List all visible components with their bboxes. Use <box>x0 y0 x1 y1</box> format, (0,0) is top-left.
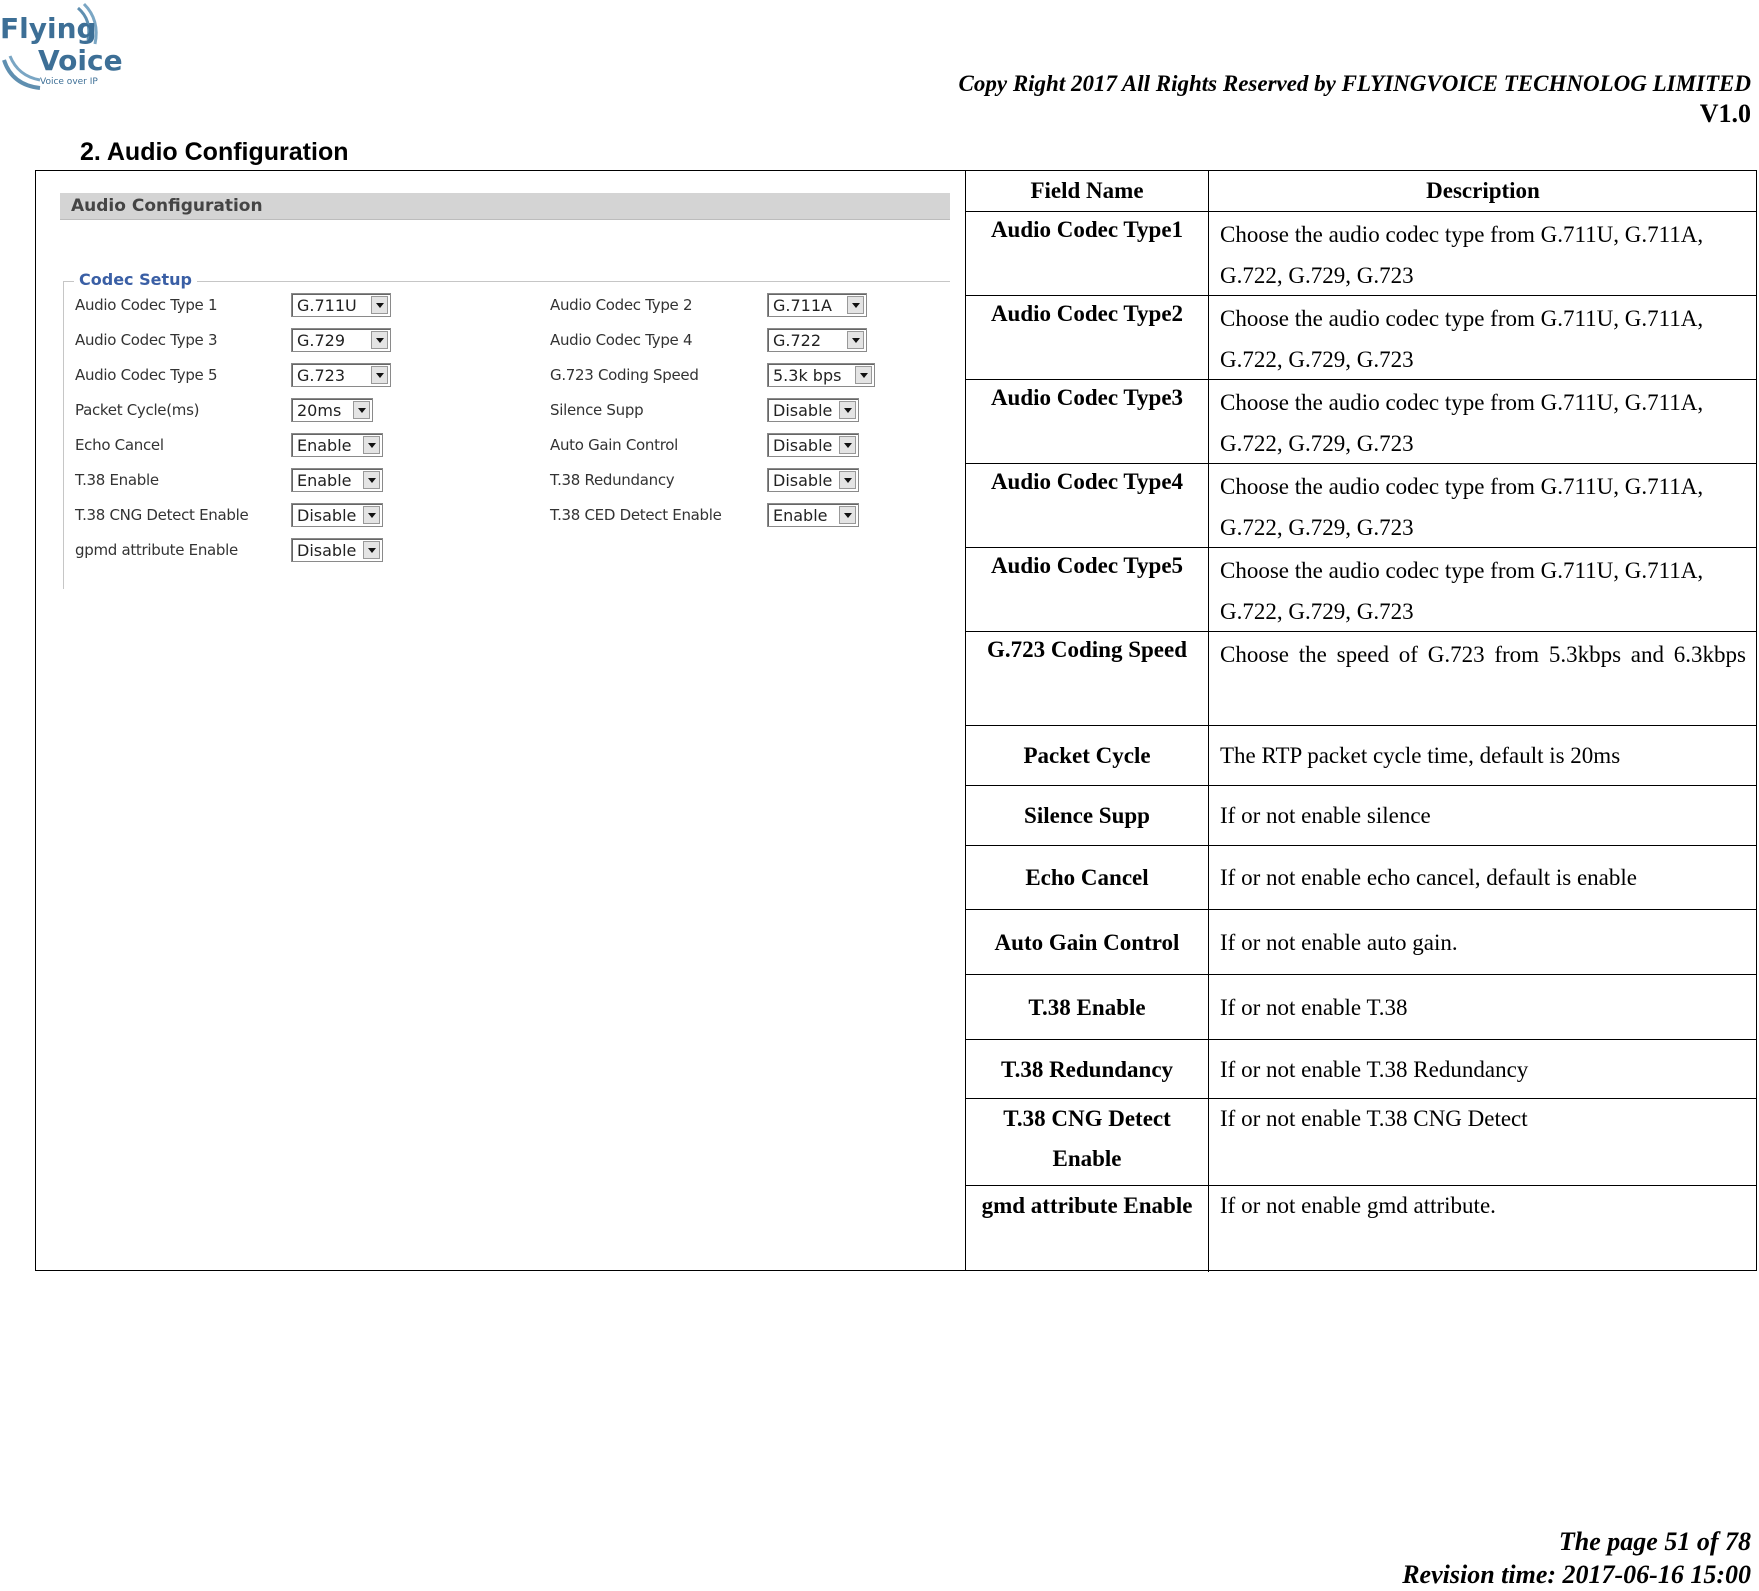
codec-field-select[interactable] <box>767 328 867 352</box>
codec-field-row <box>550 468 930 494</box>
codec-field-select[interactable] <box>291 363 391 387</box>
codec-field-select[interactable] <box>291 468 383 492</box>
codec-field-row <box>550 363 930 389</box>
codec-field-label: T.38 CED Detect Enable <box>550 506 722 524</box>
codec-field-label: Audio Codec Type 1 <box>75 296 218 314</box>
codec-field-row <box>75 398 455 424</box>
table-row <box>966 211 1756 295</box>
table-row <box>966 379 1756 463</box>
table-row <box>966 725 1756 785</box>
field-name-cell: Auto Gain Control <box>966 910 1209 974</box>
field-name-cell: Packet Cycle <box>966 726 1209 785</box>
description-cell: If or not enable gmd attribute. <box>1220 1193 1496 1218</box>
description-cell: Choose the audio codec type from G.711U, G.711A, G.722, G.729, G.723 <box>1220 558 1704 624</box>
select-value: Enable <box>773 506 828 525</box>
codec-field-row <box>75 538 455 564</box>
select-value: Disable <box>297 541 357 560</box>
dropdown-arrow-icon[interactable] <box>839 506 856 524</box>
dropdown-arrow-icon[interactable] <box>363 541 380 559</box>
codec-field-row <box>75 363 455 389</box>
field-name-cell: Echo Cancel <box>966 846 1209 909</box>
description-cell: Choose the audio codec type from G.711U, G.711A, G.722, G.729, G.723 <box>1220 306 1704 372</box>
codec-field-label: T.38 Redundancy <box>550 471 675 489</box>
codec-field-select[interactable] <box>767 363 875 387</box>
codec-field-row <box>550 328 930 354</box>
codec-field-select[interactable] <box>291 503 383 527</box>
field-name-cell: T.38 Redundancy <box>966 1040 1209 1098</box>
codec-field-select[interactable] <box>767 468 859 492</box>
dropdown-arrow-icon[interactable] <box>371 296 388 314</box>
svg-text:Voice: Voice <box>38 44 123 77</box>
select-value: G.729 <box>297 331 346 350</box>
field-name-cell: G.723 Coding Speed <box>966 632 1209 725</box>
dropdown-arrow-icon[interactable] <box>363 471 380 489</box>
version-label: V1.0 <box>1699 99 1751 128</box>
header-description: Description <box>1426 178 1540 203</box>
description-cell: If or not enable T.38 Redundancy <box>1220 1057 1529 1082</box>
codec-field-select[interactable] <box>767 503 859 527</box>
select-value: G.722 <box>773 331 822 350</box>
codec-field-label: Echo Cancel <box>75 436 164 454</box>
dropdown-arrow-icon[interactable] <box>363 436 380 454</box>
codec-field-label: Silence Supp <box>550 401 644 419</box>
panel-title: Audio Configuration <box>60 193 950 220</box>
header-field-name: Field Name <box>966 171 1209 211</box>
table-header-row <box>966 171 1756 211</box>
codec-field-select[interactable] <box>767 433 859 457</box>
dropdown-arrow-icon[interactable] <box>363 506 380 524</box>
table-row <box>966 295 1756 379</box>
section-title: 2. Audio Configuration <box>80 138 349 166</box>
codec-field-label: gpmd attribute Enable <box>75 541 238 559</box>
dropdown-arrow-icon[interactable] <box>847 296 864 314</box>
codec-field-row <box>75 468 455 494</box>
svg-text:Flying: Flying <box>0 12 97 45</box>
codec-field-select[interactable] <box>291 328 391 352</box>
dropdown-arrow-icon[interactable] <box>353 401 370 419</box>
field-name-cell: gmd attribute Enable <box>966 1186 1209 1272</box>
codec-field-label: Packet Cycle(ms) <box>75 401 200 419</box>
codec-field-label: Auto Gain Control <box>550 436 678 454</box>
dropdown-arrow-icon[interactable] <box>371 331 388 349</box>
ui-screenshot <box>60 193 950 743</box>
select-value: Disable <box>773 401 833 420</box>
field-name-cell: Audio Codec Type1 <box>966 212 1209 295</box>
group-legend: Codec Setup <box>74 270 197 289</box>
table-row <box>966 1039 1756 1098</box>
field-name-cell: Audio Codec Type3 <box>966 380 1209 463</box>
codec-field-row <box>75 328 455 354</box>
group-border-left <box>63 281 64 589</box>
dropdown-arrow-icon[interactable] <box>839 436 856 454</box>
dropdown-arrow-icon[interactable] <box>855 366 872 384</box>
field-name-cell: T.38 CNG Detect Enable <box>966 1099 1209 1185</box>
select-value: Enable <box>297 471 352 490</box>
table-row <box>966 547 1756 631</box>
codec-field-label: T.38 CNG Detect Enable <box>75 506 249 524</box>
field-name-cell: Audio Codec Type5 <box>966 548 1209 631</box>
description-cell: If or not enable T.38 <box>1220 995 1408 1020</box>
codec-field-select[interactable] <box>291 433 383 457</box>
description-cell: Choose the speed of G.723 from 5.3kbps and 6.3kbps <box>1220 642 1746 667</box>
screenshot-cell <box>36 171 966 1270</box>
table-row <box>966 974 1756 1039</box>
audio-config-table <box>35 170 1757 1271</box>
description-cell: Choose the audio codec type from G.711U, G.711A, G.722, G.729, G.723 <box>1220 474 1704 540</box>
select-value: Disable <box>297 506 357 525</box>
description-cell: Choose the audio codec type from G.711U, G.711A, G.722, G.729, G.723 <box>1220 222 1704 288</box>
codec-field-select[interactable] <box>291 538 383 562</box>
dropdown-arrow-icon[interactable] <box>371 366 388 384</box>
copyright-notice: Copy Right 2017 All Rights Reserved by FLYINGVOICE TECHNOLOG LIMITED <box>958 71 1751 96</box>
codec-field-row <box>75 433 455 459</box>
codec-field-label: Audio Codec Type 3 <box>75 331 218 349</box>
description-cell: If or not enable T.38 CNG Detect <box>1220 1106 1528 1131</box>
page-number: The page 51 of 78 <box>1558 1527 1751 1556</box>
codec-field-row <box>550 398 930 424</box>
select-value: 5.3k bps <box>773 366 842 385</box>
field-name-cell: Silence Supp <box>966 786 1209 845</box>
table-row <box>966 1185 1756 1272</box>
table-row <box>966 909 1756 974</box>
flyingvoice-logo <box>0 0 123 96</box>
select-value: G.723 <box>297 366 346 385</box>
table-row <box>966 785 1756 845</box>
description-cell: The RTP packet cycle time, default is 20ms <box>1220 743 1621 768</box>
description-cell: If or not enable silence <box>1220 803 1431 828</box>
codec-field-row <box>75 293 455 319</box>
table-row <box>966 463 1756 547</box>
field-name-cell: Audio Codec Type4 <box>966 464 1209 547</box>
codec-field-label: G.723 Coding Speed <box>550 366 699 384</box>
select-value: Enable <box>297 436 352 455</box>
dropdown-arrow-icon[interactable] <box>839 471 856 489</box>
codec-field-row <box>75 503 455 529</box>
dropdown-arrow-icon[interactable] <box>847 331 864 349</box>
codec-field-label: T.38 Enable <box>75 471 159 489</box>
codec-field-select[interactable] <box>767 293 867 317</box>
table-row <box>966 631 1756 725</box>
revision-time: Revision time: 2017-06-16 15:00 <box>1402 1560 1751 1589</box>
svg-text:Voice over IP: Voice over IP <box>40 77 98 87</box>
codec-field-row <box>550 293 930 319</box>
description-cell: If or not enable auto gain. <box>1220 930 1458 955</box>
select-value: Disable <box>773 436 833 455</box>
description-cell: If or not enable echo cancel, default is enable <box>1220 865 1637 890</box>
field-name-cell: T.38 Enable <box>966 975 1209 1039</box>
codec-field-row <box>550 433 930 459</box>
codec-field-label: Audio Codec Type 4 <box>550 331 693 349</box>
codec-field-label: Audio Codec Type 2 <box>550 296 693 314</box>
select-value: G.711A <box>773 296 832 315</box>
description-cell: Choose the audio codec type from G.711U, G.711A, G.722, G.729, G.723 <box>1220 390 1704 456</box>
codec-field-label: Audio Codec Type 5 <box>75 366 218 384</box>
table-row <box>966 1098 1756 1185</box>
codec-field-row <box>550 503 930 529</box>
codec-field-select[interactable] <box>291 293 391 317</box>
table-row <box>966 845 1756 909</box>
select-value: G.711U <box>297 296 357 315</box>
field-name-cell: Audio Codec Type2 <box>966 296 1209 379</box>
select-value: 20ms <box>297 401 342 420</box>
codec-field-select[interactable] <box>291 398 373 422</box>
codec-field-select[interactable] <box>767 398 859 422</box>
select-value: Disable <box>773 471 833 490</box>
dropdown-arrow-icon[interactable] <box>839 401 856 419</box>
